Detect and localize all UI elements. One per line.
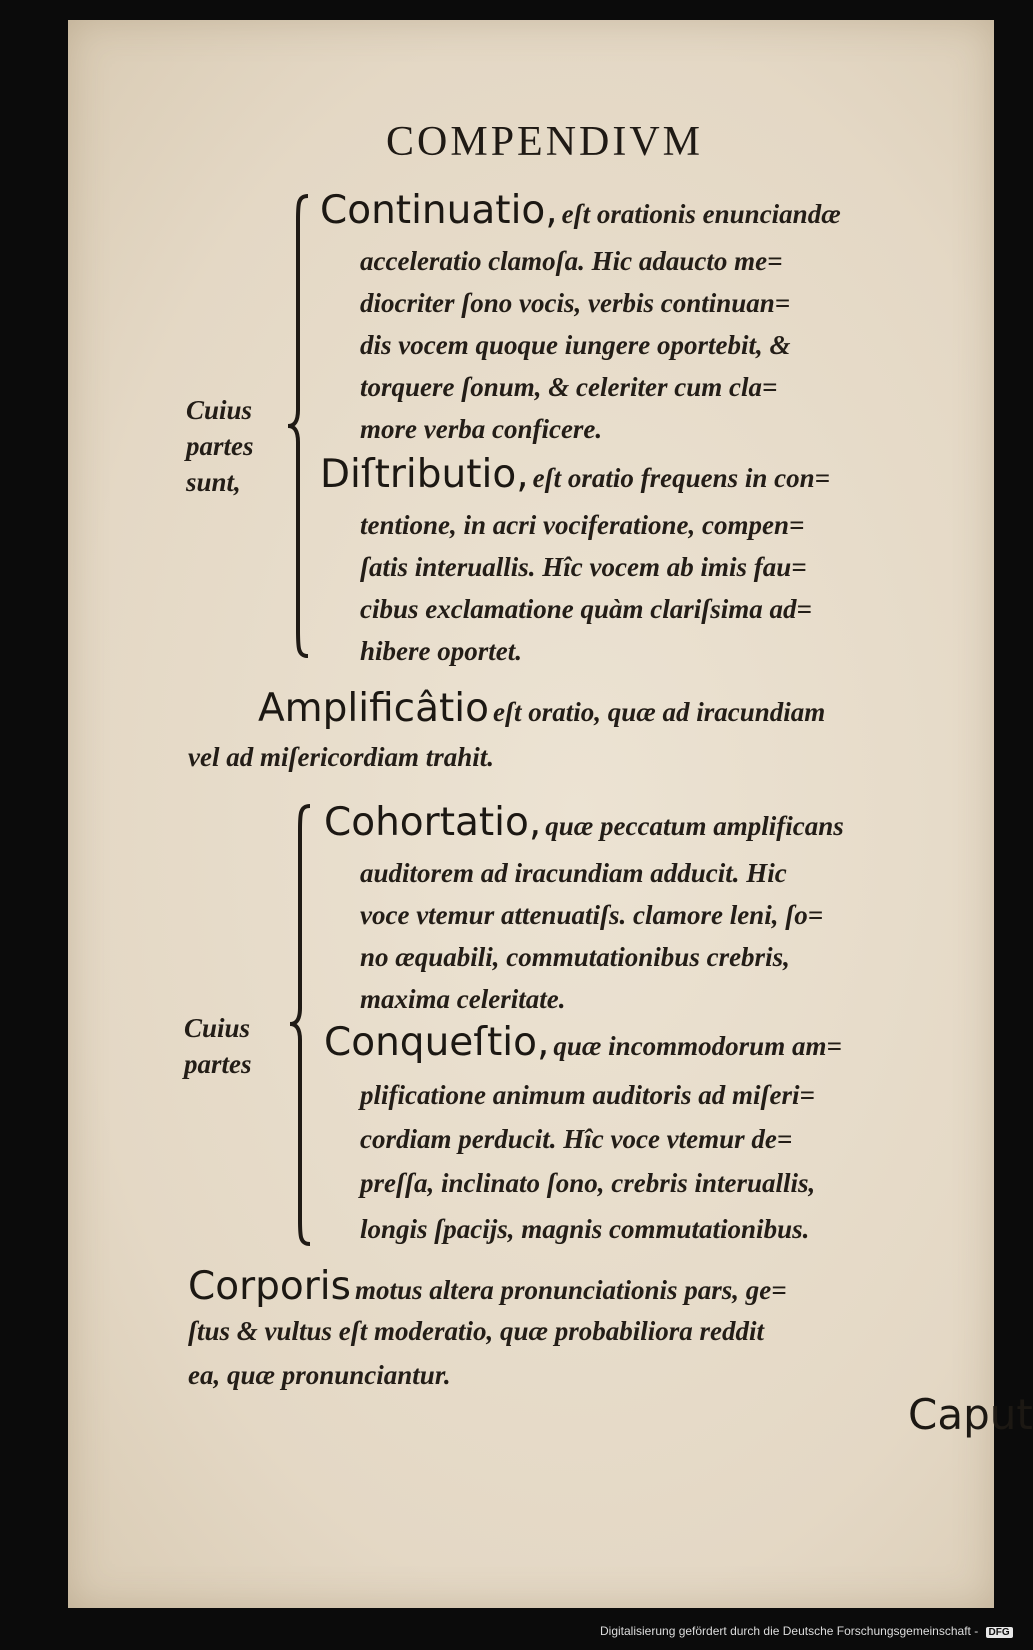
term-amplificatio: Amplificâtio xyxy=(258,686,489,731)
curly-brace-2 xyxy=(288,800,314,1250)
text-line: maxima celeritate. xyxy=(360,984,566,1014)
text-line: preſſa, inclinato ſono, crebris interuallis, xyxy=(360,1168,816,1198)
text-line: plificatione animum auditoris ad miſeri= xyxy=(360,1080,815,1110)
term-distributio: Diſtributio, xyxy=(320,452,529,497)
cohortatio-heading-line xyxy=(324,800,844,845)
page-heading: COMPENDIVM xyxy=(386,119,704,165)
distributio-heading-line xyxy=(320,452,830,497)
margin-label-line: sunt, xyxy=(186,467,241,497)
margin-label-line: partes xyxy=(186,431,254,461)
term-corporis: Corporis xyxy=(188,1264,351,1309)
margin-label-1 xyxy=(186,392,254,500)
continuatio-heading-line xyxy=(320,188,841,233)
text-line: ſatis interuallis. Hîc vocem ab imis fau= xyxy=(360,552,807,582)
text-line: diocriter ſono vocis, verbis continuan= xyxy=(360,288,791,318)
text-line: torquere ſonum, & celeriter cum cla= xyxy=(360,372,778,402)
text-line: quæ peccatum amplificans xyxy=(545,811,844,841)
text-line: eſt orationis enunciandæ xyxy=(561,199,841,229)
corporis-heading-line xyxy=(188,1264,787,1309)
text-line: ea, quæ pronunciantur. xyxy=(188,1360,451,1390)
conquestio-heading-line xyxy=(324,1020,842,1065)
margin-label-2 xyxy=(184,1010,252,1082)
text-line: longis ſpacijs, magnis commutationibus. xyxy=(360,1214,810,1244)
text-line: no æquabili, commutationibus crebris, xyxy=(360,942,790,972)
catchword: Caput xyxy=(908,1390,1033,1439)
text-line: voce vtemur attenuatiſs. clamore leni, ſo= xyxy=(360,900,824,930)
text-line: quæ incommodorum am= xyxy=(553,1031,842,1061)
text-line: ſtus & vultus eſt moderatio, quæ probabiliora reddit xyxy=(188,1316,765,1346)
amplificatio-heading-line xyxy=(258,686,825,731)
text-line: auditorem ad iracundiam adducit. Hic xyxy=(360,858,787,888)
text-line: motus altera pronunciationis pars, ge= xyxy=(354,1275,787,1305)
margin-label-line: Cuius xyxy=(184,1013,251,1043)
footer-text: Digitalisierung gefördert durch die Deutsche Forschungsgemeinschaft - xyxy=(600,1624,979,1638)
text-line: hibere oportet. xyxy=(360,636,522,666)
text-line: cordiam perducit. Hîc voce vtemur de= xyxy=(360,1124,793,1154)
dfg-logo: DFG xyxy=(986,1627,1013,1638)
book-page xyxy=(68,20,1033,1608)
curly-brace-1 xyxy=(286,190,312,662)
text-line: cibus exclamatione quàm clariſsima ad= xyxy=(360,594,812,624)
digitization-footer xyxy=(600,1624,1010,1638)
text-line: eſt oratio frequens in con= xyxy=(532,463,831,493)
text-line: eſt oratio, quæ ad iracundiam xyxy=(493,697,826,727)
term-continuatio: Continuatio, xyxy=(320,188,558,233)
text-line: acceleratio clamoſa. Hic adaucto me= xyxy=(360,246,783,276)
margin-label-line: Cuius xyxy=(186,395,253,425)
text-line: dis vocem quoque iungere oportebit, & xyxy=(360,330,791,360)
term-conquestio: Conqueſtio, xyxy=(324,1020,550,1065)
text-line: tentione, in acri vociferatione, compen= xyxy=(360,510,805,540)
margin-label-line: partes xyxy=(184,1049,252,1079)
term-cohortatio: Cohortatio, xyxy=(324,800,542,845)
text-line: vel ad miſericordiam trahit. xyxy=(188,742,494,772)
text-line: more verba conficere. xyxy=(360,414,603,444)
